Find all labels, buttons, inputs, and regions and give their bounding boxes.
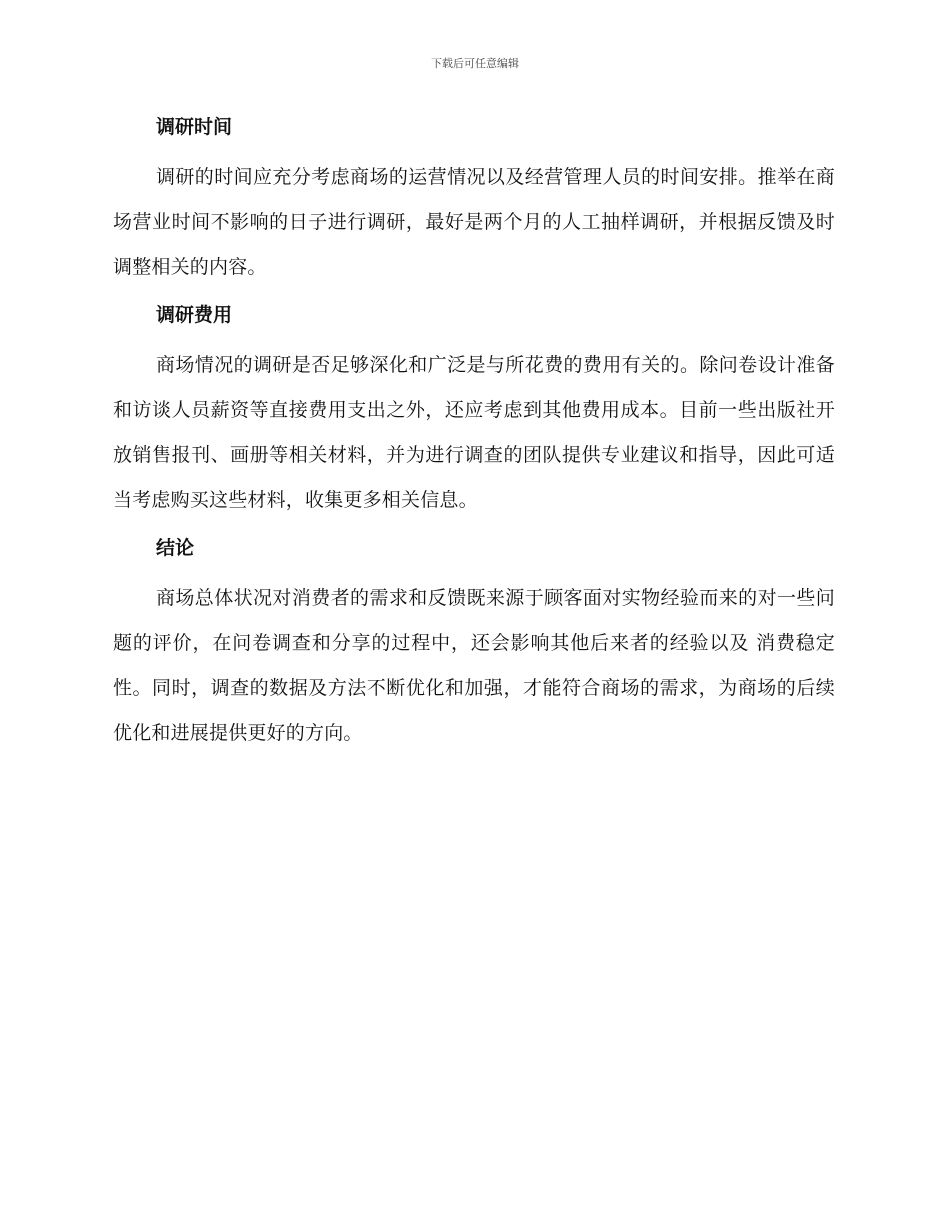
section-paragraph: 调研的时间应充分考虑商场的运营情况以及经营管理人员的时间安排。推举在商场营业时间不影响的日子进行调研，最好是两个月的人工抽样调研，并根据反馈及时调整相关的内容。: [113, 166, 835, 278]
header-note: 下载后可任意编辑: [431, 57, 519, 70]
section-paragraph: 商场情况的调研是否足够深化和广泛是与所花费的费用有关的。除问卷设计准备和访谈人员薪资等直接费用支出之外，还应考虑到其他费用成本。目前一些出版社开放销售报刊、画册等相关材料，并为进行调查的团队提供专业建议和指导，因此可适当考虑购买这些材料，收集更多相关信息。: [113, 354, 835, 511]
document-body: [113, 112, 835, 766]
section-heading: 调研时间: [156, 116, 233, 138]
section-paragraph: 商场总体状况对消费者的需求和反馈既来源于顾客面对实物经验而来的对一些问题的评价，在问卷调查和分享的过程中，还会影响其他后来者的经验以及 消费稳定性。同时，调查的数据及方法不断优化和加强，才能符合商场的需求，为商场的后续优化和进展提供更好的方向。: [113, 587, 835, 744]
section-conclusion: [113, 533, 835, 756]
section-heading: 调研费用: [156, 304, 233, 326]
section-research-time: [113, 112, 835, 290]
section-heading: 结论: [156, 537, 195, 559]
section-research-cost: [113, 300, 835, 523]
